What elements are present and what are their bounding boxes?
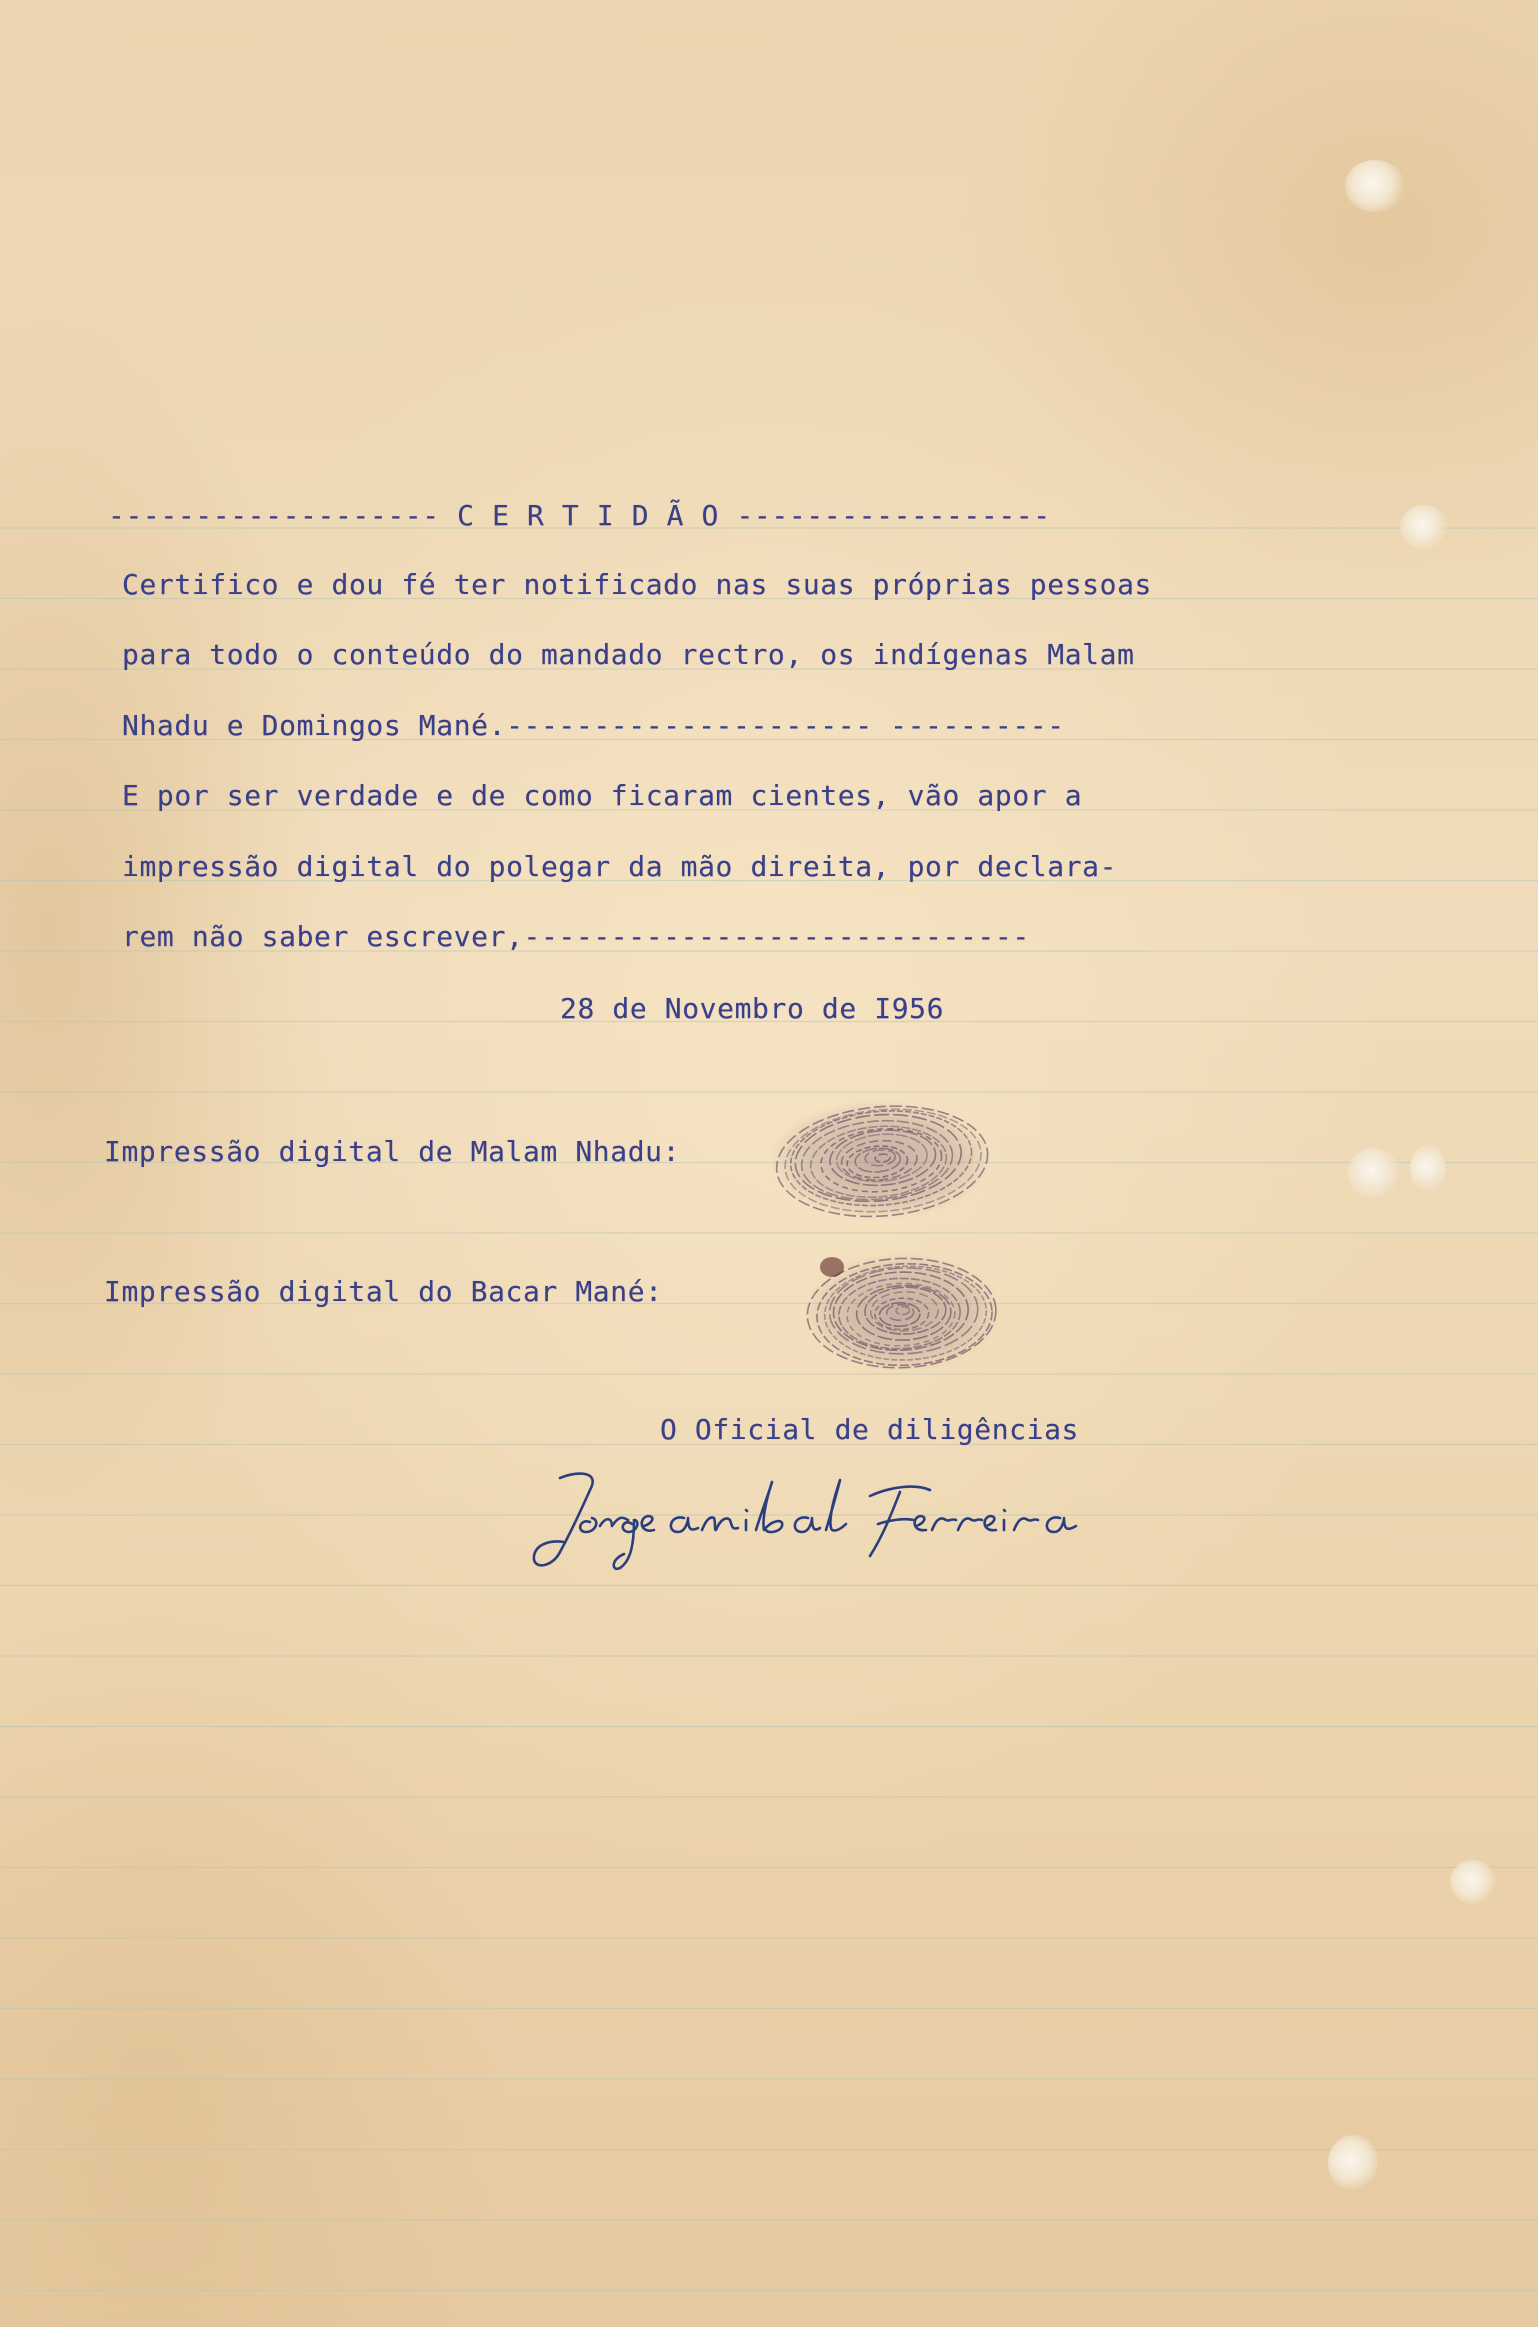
paper-hole xyxy=(1450,1860,1496,1904)
paper-hole xyxy=(1400,505,1448,549)
body-line-4: E por ser verdade e de como ficaram cientes, vão apor a xyxy=(122,779,1083,812)
body-line-6: rem não saber escrever,----------------------------- xyxy=(122,920,1030,953)
signature-mark xyxy=(520,1460,1090,1580)
fingerprint-icon xyxy=(765,1092,995,1222)
body-line-1: Certifico e dou fé ter notificado nas suas próprias pessoas xyxy=(122,568,1152,601)
body-line-5: impressão digital do polegar da mão direita, por declara- xyxy=(122,850,1118,883)
paper-hole xyxy=(1328,2135,1378,2191)
body-line-2: para todo o conteúdo do mandado rectro, os indígenas Malam xyxy=(122,638,1135,671)
paper-hole xyxy=(1345,160,1405,212)
fingerprint-label-2: Impressão digital do Bacar Mané: xyxy=(104,1275,663,1308)
certificate-title: ------------------- C E R T I D Ã O ------------------ xyxy=(108,499,1051,532)
official-title: O Oficial de diligências xyxy=(660,1413,1079,1446)
paper-hole xyxy=(1410,1145,1446,1193)
body-line-3: Nhadu e Domingos Mané.--------------------- ---------- xyxy=(122,709,1065,742)
document-date: 28 de Novembro de I956 xyxy=(560,992,945,1025)
paper-hole xyxy=(1348,1148,1400,1198)
fingerprint-icon xyxy=(800,1245,1005,1375)
fingerprint-label-1: Impressão digital de Malam Nhadu: xyxy=(104,1135,681,1168)
